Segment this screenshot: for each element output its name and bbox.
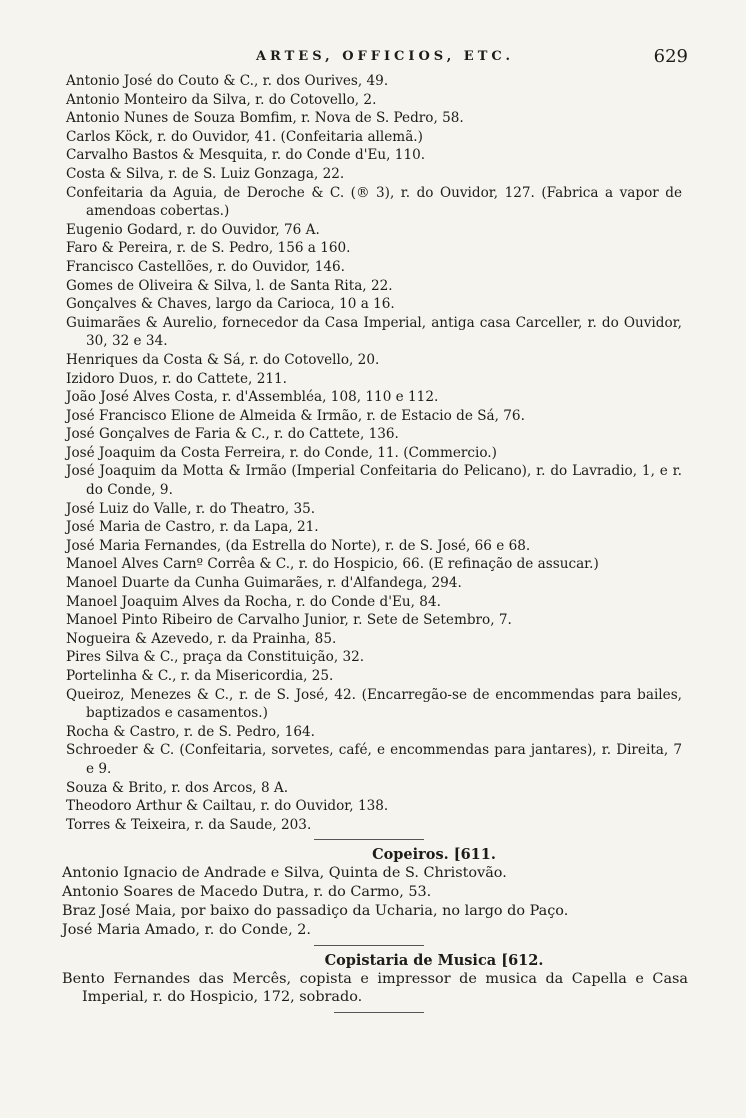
list-item: Manoel Alves Carnº Corrêa & C., r. do Hospicio, 66. (E refinação de assucar.) [66,556,599,573]
list-item: Braz José Maia, por baixo do passadiço da Ucharia, no largo do Paço. [62,902,569,919]
page-number: 629 [653,46,688,67]
list-item: José Luiz do Valle, r. do Theatro, 35. [66,500,316,517]
list-item: João José Alves Costa, r. d'Assembléa, 108, 110 e 112. [66,389,439,406]
list-item: Confeitaria da Aguia, de Deroche & C. (® 3), r. do Ouvidor, 127. (Fabrica a vapor de amendoas cobertas.) [66,184,682,220]
list-item: José Joaquim da Costa Ferreira, r. do Conde, 11. (Commercio.) [66,444,497,461]
list-item: Rocha & Castro, r. de S. Pedro, 164. [66,723,315,740]
list-item: Guimarães & Aurelio, fornecedor da Casa Imperial, antiga casa Carceller, r. do Ouvidor, 30, 32 e 34. [66,314,682,350]
section-divider [314,945,424,946]
list-item: Souza & Brito, r. dos Arcos, 8 A. [66,779,289,796]
page-header: ARTES, OFFICIOS, ETC. [255,49,515,64]
list-item: Nogueira & Azevedo, r. da Prainha, 85. [66,630,337,647]
copeiros-list [62,864,684,939]
list-item: Schroeder & C. (Confeitaria, sorvetes, café, e encommendas para jantares), r. Direita, 7 e 9. [66,742,682,777]
section-number: [611. [453,846,496,864]
list-item: Costa & Silva, r. de S. Luiz Gonzaga, 22. [66,165,345,182]
section-number: [612. [501,951,544,969]
list-item: Gonçalves & Chaves, largo da Carioca, 10 a 16. [66,296,395,313]
list-item: Manoel Joaquim Alves da Rocha, r. do Conde d'Eu, 84. [66,593,441,610]
section-title-text: Copistaria de Musica [324,951,497,969]
list-item: Izidoro Duos, r. do Cattete, 211. [66,370,287,387]
copistaria-list [62,970,688,1008]
list-item: José Francisco Elione de Almeida & Irmão, r. de Estacio de Sá, 76. [66,407,525,424]
list-item: José Joaquim da Motta & Irmão (Imperial Confeitaria do Pelicano), r. do Lavradio, 1, e r. do Conde, 9. [66,463,682,499]
list-item: Antonio José do Couto & C., r. dos Ourives, 49. [66,73,389,89]
list-item: Francisco Castellões, r. do Ouvidor, 146. [66,258,345,275]
list-item: Antonio Nunes de Souza Bomfim, r. Nova de S. Pedro, 58. [66,110,464,127]
list-item: Queiroz, Menezes & C., r. de S. José, 42. (Encarregão-se de encommendas para bailes, baptizados e casamentos.) [66,686,682,722]
list-item: José Maria Amado, r. do Conde, 2. [62,921,311,938]
list-item: José Maria Fernandes, (da Estrella do Norte), r. de S. José, 66 e 68. [66,537,531,554]
section-title-copistaria [186,952,682,970]
list-item: Carlos Köck, r. do Ouvidor, 41. (Confeitaria allemã.) [66,128,423,145]
list-item: Gomes de Oliveira & Silva, l. de Santa Rita, 22. [66,277,393,294]
list-item: Antonio Soares de Macedo Dutra, r. do Carmo, 53. [62,884,432,901]
list-item: Torres & Teixeira, r. da Saude, 203. [66,816,312,833]
list-item: Faro & Pereira, r. de S. Pedro, 156 a 160. [66,240,351,257]
section-title-copeiros [186,846,682,864]
list-item: Henriques da Costa & Sá, r. do Cotovello, 20. [66,351,380,368]
list-item: José Gonçalves de Faria & C., r. do Cattete, 136. [66,426,399,443]
list-item: Manoel Pinto Ribeiro de Carvalho Junior, r. Sete de Setembro, 7. [66,612,512,629]
list-item: Antonio Ignacio de Andrade e Silva, Quinta de S. Christovão. [62,865,507,882]
confeitarias-list [62,72,688,1019]
section-divider [314,839,424,840]
list-item: Theodoro Arthur & Cailtau, r. do Ouvidor, 138. [66,798,389,815]
section-title-text: Copeiros. [372,846,449,864]
list-item: Antonio Monteiro da Silva, r. do Cotovello, 2. [66,91,377,108]
section-divider [334,1012,424,1013]
list-item: Portelinha & C., r. da Misericordia, 25. [66,668,334,684]
list-item: Eugenio Godard, r. do Ouvidor, 76 A. [66,221,320,238]
list-item: Manoel Duarte da Cunha Guimarães, r. d'Alfandega, 294. [66,575,462,592]
list-item: Carvalho Bastos & Mesquita, r. do Conde d'Eu, 110. [66,147,426,164]
list-item: José Maria de Castro, r. da Lapa, 21. [66,519,319,536]
list-item: Bento Fernandes das Mercês, copista e impressor de musica da Capella e Casa Imperial, r. do Hospicio, 172, sobrado. [62,970,688,1006]
list-item: Pires Silva & C., praça da Constituição, 32. [66,649,365,666]
